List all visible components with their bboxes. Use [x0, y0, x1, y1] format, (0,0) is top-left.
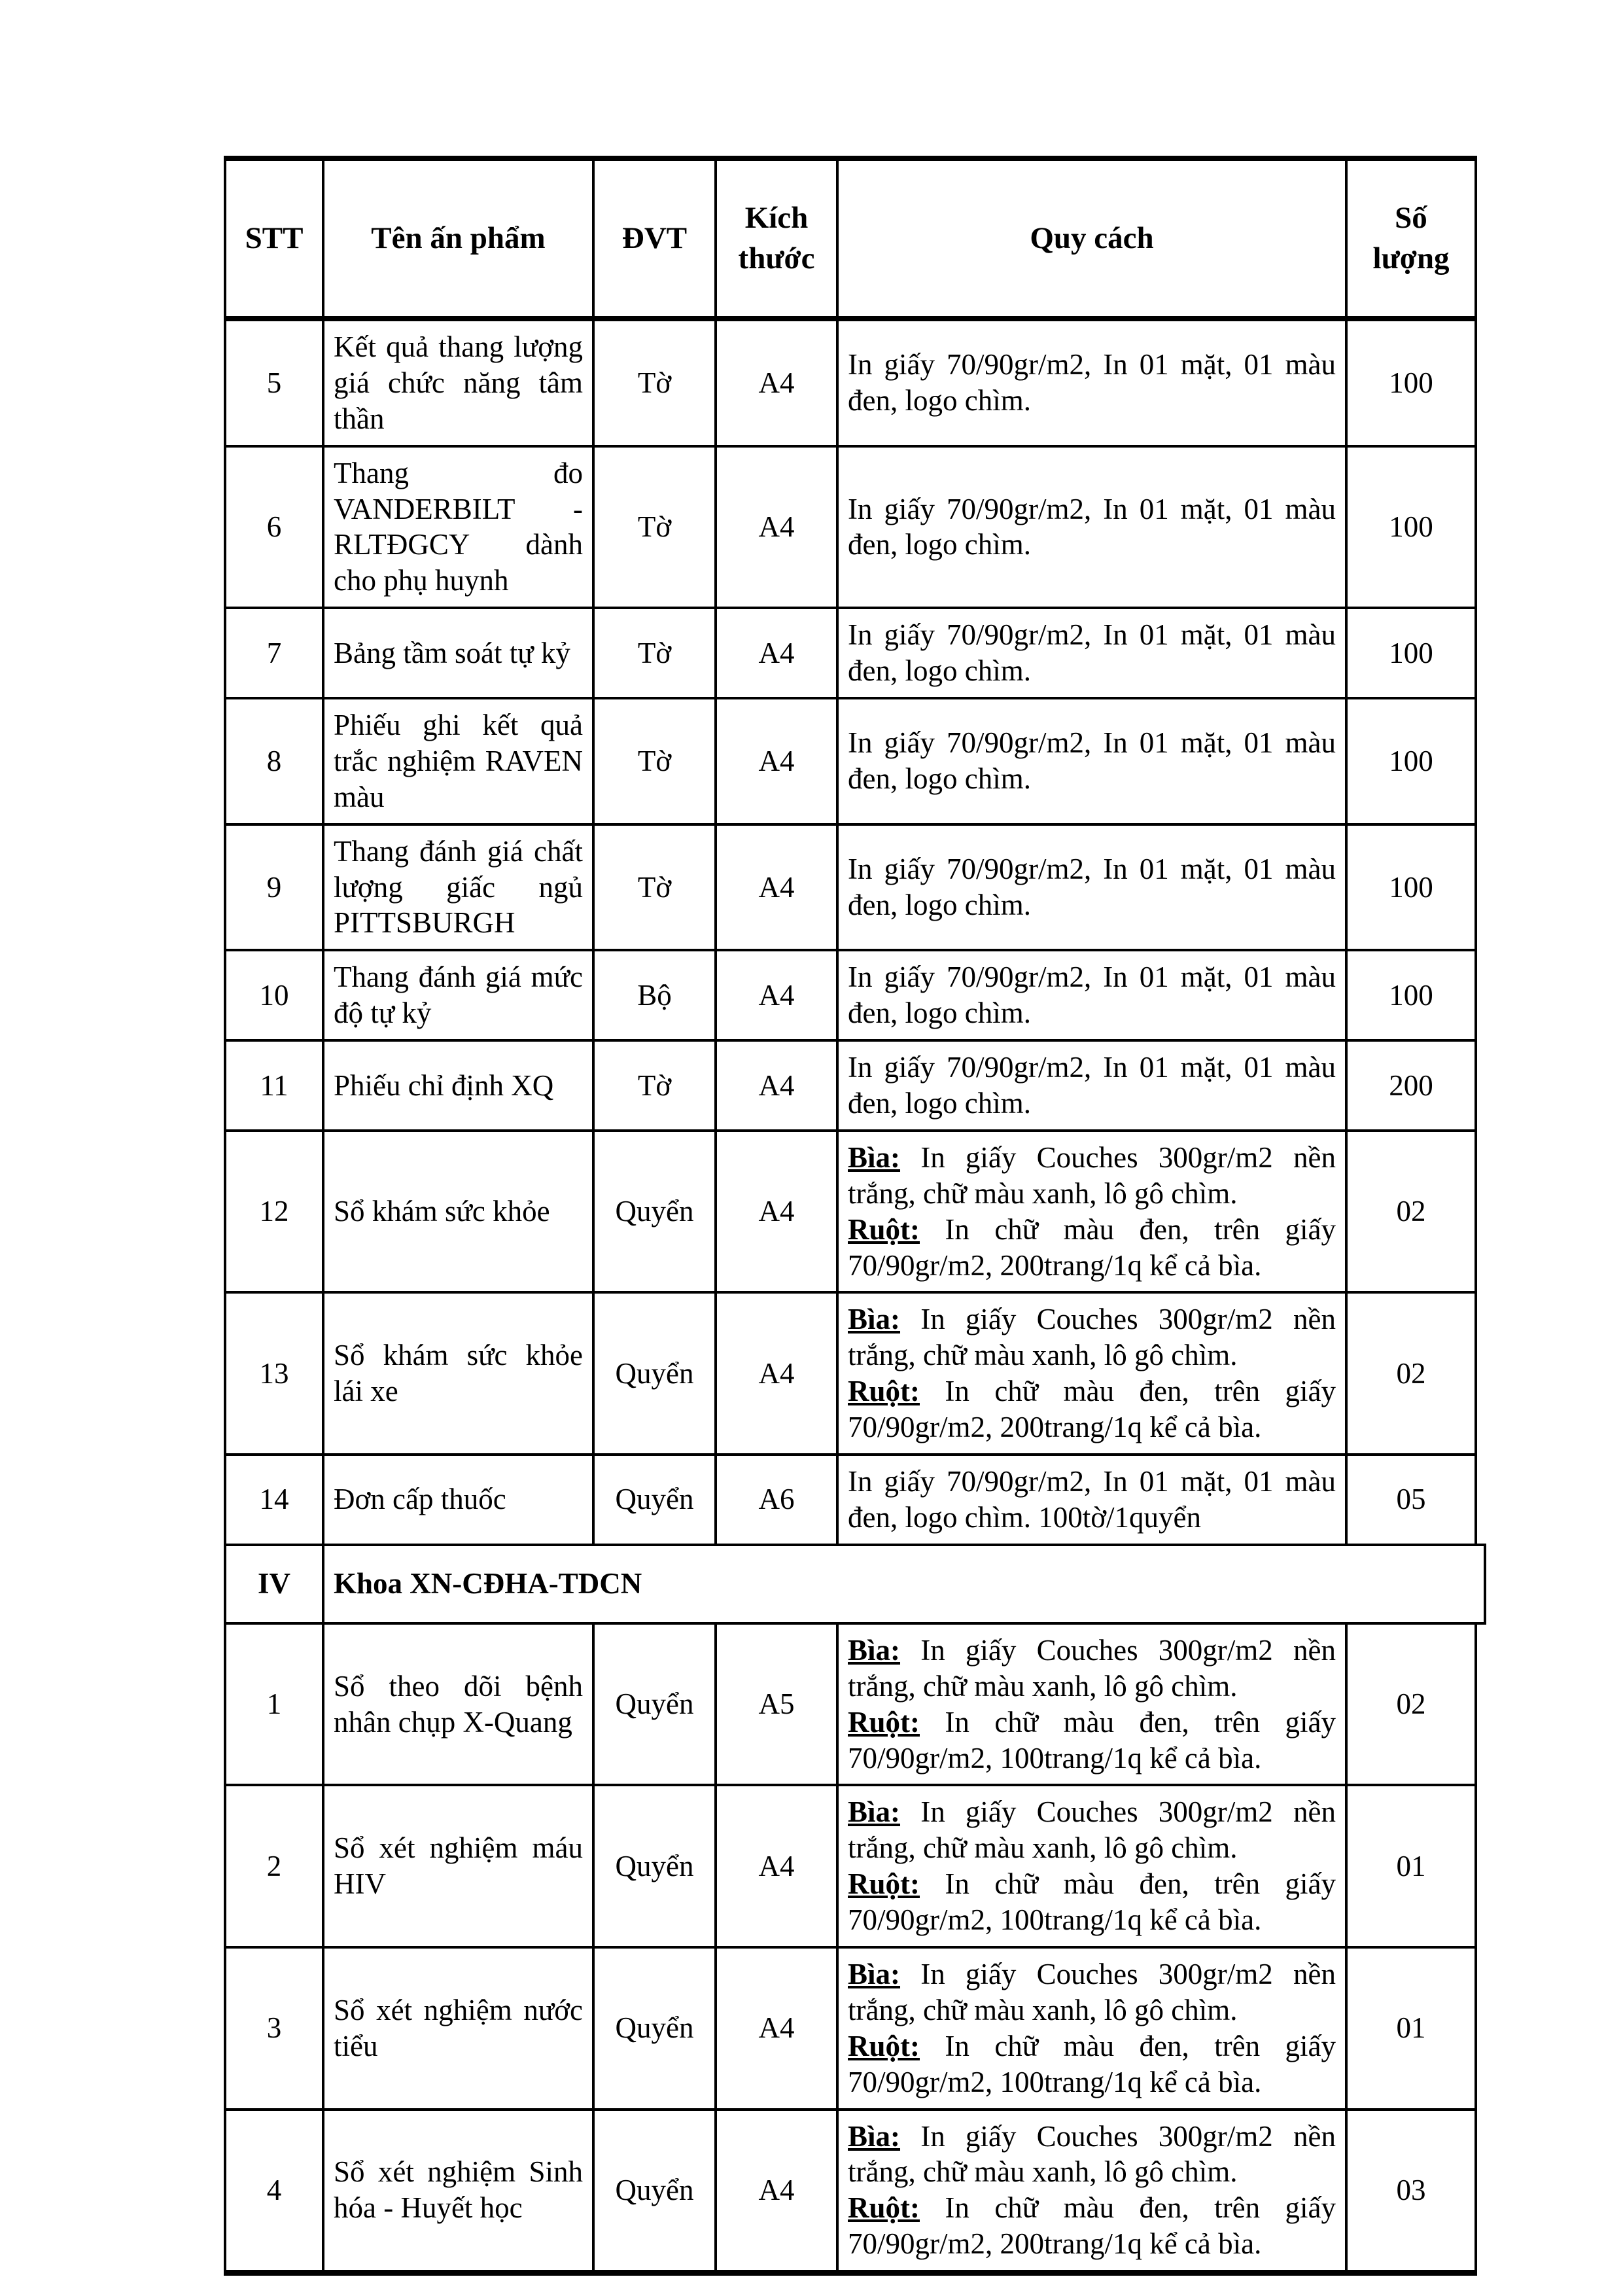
item-spec [837, 1455, 1346, 1545]
item-quantity: 100 [1346, 446, 1476, 609]
item-size: A6 [716, 1455, 837, 1545]
item-unit: Tờ [593, 319, 716, 446]
table-row [225, 1785, 1476, 1947]
spec-label: Bìa: [848, 1957, 901, 1990]
item-size: A4 [716, 1131, 837, 1293]
table-header [225, 158, 1476, 319]
spec-label: Bìa: [848, 1633, 901, 1667]
spec-label: Bìa: [848, 2119, 901, 2153]
spec-paragraph: Bìa: In giấy Couches 300gr/m2 nền trắng, chữ màu xanh, lô gô chìm. [848, 2119, 1336, 2189]
item-quantity: 02 [1346, 1623, 1476, 1786]
item-name: Thang đánh giá mức độ tự kỷ [323, 950, 593, 1040]
spec-paragraph: In giấy 70/90gr/m2, In 01 mặt, 01 màu đen, logo chìm. [848, 492, 1336, 561]
col-header-stt: STT [225, 158, 323, 319]
item-quantity: 05 [1346, 1455, 1476, 1545]
item-stt: 13 [225, 1292, 323, 1455]
spec-paragraph: Bìa: In giấy Couches 300gr/m2 nền trắng, chữ màu xanh, lô gô chìm. [848, 1795, 1336, 1865]
item-spec [837, 319, 1346, 446]
table-header-row [225, 158, 1476, 319]
item-name: Bảng tầm soát tự kỷ [323, 608, 593, 698]
item-size: A4 [716, 608, 837, 698]
spec-label: Ruột: [848, 2029, 920, 2062]
section-title: Khoa XN-CĐHA-TDCN [323, 1545, 1476, 1623]
table-row [225, 1040, 1476, 1131]
spec-paragraph: Ruột: In chữ màu đen, trên giấy 70/90gr/m2, 100trang/1q kể cả bìa. [848, 2029, 1336, 2098]
item-stt: 4 [225, 2110, 323, 2273]
item-name: Sổ khám sức khỏe [323, 1131, 593, 1293]
item-unit: Quyển [593, 1131, 716, 1293]
item-stt: 8 [225, 698, 323, 824]
item-quantity: 100 [1346, 319, 1476, 446]
item-quantity: 03 [1346, 2110, 1476, 2273]
item-spec [837, 1292, 1346, 1455]
spec-paragraph: In giấy 70/90gr/m2, In 01 mặt, 01 màu đen, logo chìm. [848, 348, 1336, 417]
item-name: Sổ khám sức khỏe lái xe [323, 1292, 593, 1455]
item-spec [837, 1623, 1346, 1786]
item-name: Sổ xét nghiệm nước tiểu [323, 1947, 593, 2110]
item-name: Thang đo VANDERBILT - RLTĐGCY dành cho phụ huynh [323, 446, 593, 609]
item-size: A4 [716, 950, 837, 1040]
item-stt: 1 [225, 1623, 323, 1786]
col-header-unit: ĐVT [593, 158, 716, 319]
section-number: IV [225, 1545, 323, 1623]
item-spec [837, 608, 1346, 698]
item-stt: 11 [225, 1040, 323, 1131]
spec-paragraph: In giấy 70/90gr/m2, In 01 mặt, 01 màu đen, logo chìm. [848, 726, 1336, 796]
item-unit: Quyển [593, 1623, 716, 1786]
item-name: Sổ xét nghiệm Sinh hóa - Huyết học [323, 2110, 593, 2273]
spec-paragraph: Bìa: In giấy Couches 300gr/m2 nền trắng, chữ màu xanh, lô gô chìm. [848, 1140, 1336, 1210]
spec-label: Bìa: [848, 1795, 901, 1829]
spec-paragraph: Bìa: In giấy Couches 300gr/m2 nền trắng, chữ màu xanh, lô gô chìm. [848, 1957, 1336, 2026]
item-stt: 10 [225, 950, 323, 1040]
item-size: A4 [716, 1947, 837, 2110]
col-header-spec: Quy cách [837, 158, 1346, 319]
item-unit: Tờ [593, 824, 716, 951]
item-unit: Tờ [593, 698, 716, 824]
print-order-table [224, 156, 1477, 2276]
item-spec [837, 950, 1346, 1040]
item-size: A4 [716, 1292, 837, 1455]
item-unit: Bộ [593, 950, 716, 1040]
item-stt: 12 [225, 1131, 323, 1293]
spec-label: Bìa: [848, 1140, 901, 1174]
table-row [225, 608, 1476, 698]
item-size: A4 [716, 319, 837, 446]
item-unit: Tờ [593, 1040, 716, 1131]
table-row [225, 1292, 1476, 1455]
item-quantity: 100 [1346, 698, 1476, 824]
item-spec [837, 698, 1346, 824]
item-size: A4 [716, 1785, 837, 1947]
item-spec [837, 824, 1346, 951]
item-quantity: 200 [1346, 1040, 1476, 1131]
table-row [225, 1947, 1476, 2110]
item-name: Thang đánh giá chất lượng giấc ngủ PITTSBURGH [323, 824, 593, 951]
item-name: Đơn cấp thuốc [323, 1455, 593, 1545]
spec-paragraph: In giấy 70/90gr/m2, In 01 mặt, 01 màu đen, logo chìm. [848, 618, 1336, 688]
spec-paragraph: In giấy 70/90gr/m2, In 01 mặt, 01 màu đen, logo chìm. 100tờ/1quyển [848, 1465, 1336, 1534]
table-row [225, 2110, 1476, 2273]
item-name: Phiếu chỉ định XQ [323, 1040, 593, 1131]
table-body [225, 319, 1476, 2273]
spec-label: Ruột: [848, 1705, 920, 1739]
spec-paragraph: Bìa: In giấy Couches 300gr/m2 nền trắng, chữ màu xanh, lô gô chìm. [848, 1303, 1336, 1372]
col-header-name: Tên ấn phẩm [323, 158, 593, 319]
item-size: A4 [716, 2110, 837, 2273]
item-unit: Quyển [593, 2110, 716, 2273]
spec-paragraph: In giấy 70/90gr/m2, In 01 mặt, 01 màu đen, logo chìm. [848, 961, 1336, 1030]
spec-label: Ruột: [848, 1212, 920, 1246]
item-unit: Quyển [593, 1785, 716, 1947]
item-spec [837, 1131, 1346, 1293]
col-header-size: Kích thước [716, 158, 837, 319]
item-spec [837, 1947, 1346, 2110]
item-size: A4 [716, 698, 837, 824]
item-name: Sổ theo dõi bệnh nhân chụp X-Quang [323, 1623, 593, 1786]
spec-paragraph: Ruột: In chữ màu đen, trên giấy 70/90gr/m2, 100trang/1q kể cả bìa. [848, 1867, 1336, 1937]
item-stt: 2 [225, 1785, 323, 1947]
item-name: Kết quả thang lượng giá chức năng tâm thần [323, 319, 593, 446]
item-unit: Quyển [593, 1292, 716, 1455]
table-row [225, 319, 1476, 446]
spec-paragraph: In giấy 70/90gr/m2, In 01 mặt, 01 màu đen, logo chìm. [848, 853, 1336, 922]
spec-paragraph: Ruột: In chữ màu đen, trên giấy 70/90gr/m2, 200trang/1q kể cả bìa. [848, 1375, 1336, 1444]
table-row [225, 950, 1476, 1040]
spec-paragraph: Ruột: In chữ màu đen, trên giấy 70/90gr/m2, 200trang/1q kể cả bìa. [848, 2191, 1336, 2261]
item-size: A4 [716, 824, 837, 951]
spec-paragraph: Ruột: In chữ màu đen, trên giấy 70/90gr/m2, 100trang/1q kể cả bìa. [848, 1705, 1336, 1775]
table-row [225, 698, 1476, 824]
section-row [225, 1545, 1476, 1623]
item-name: Phiếu ghi kết quả trắc nghiệm RAVEN màu [323, 698, 593, 824]
item-stt: 9 [225, 824, 323, 951]
item-stt: 5 [225, 319, 323, 446]
item-quantity: 100 [1346, 824, 1476, 951]
table-row [225, 1623, 1476, 1786]
spec-paragraph: Bìa: In giấy Couches 300gr/m2 nền trắng, chữ màu xanh, lô gô chìm. [848, 1633, 1336, 1703]
item-stt: 3 [225, 1947, 323, 2110]
item-unit: Quyển [593, 1455, 716, 1545]
item-unit: Quyển [593, 1947, 716, 2110]
item-unit: Tờ [593, 446, 716, 609]
item-quantity: 02 [1346, 1131, 1476, 1293]
spec-label: Ruột: [848, 2191, 920, 2225]
spec-paragraph: Ruột: In chữ màu đen, trên giấy 70/90gr/m2, 200trang/1q kể cả bìa. [848, 1212, 1336, 1282]
item-size: A4 [716, 1040, 837, 1131]
item-spec [837, 1040, 1346, 1131]
table-row [225, 1131, 1476, 1293]
item-unit: Tờ [593, 608, 716, 698]
item-stt: 6 [225, 446, 323, 609]
item-spec [837, 1785, 1346, 1947]
item-quantity: 100 [1346, 608, 1476, 698]
table-row [225, 446, 1476, 609]
item-quantity: 02 [1346, 1292, 1476, 1455]
spec-label: Bìa: [848, 1303, 901, 1336]
item-size: A4 [716, 446, 837, 609]
item-stt: 14 [225, 1455, 323, 1545]
col-header-qty: Số lượng [1346, 158, 1476, 319]
item-quantity: 01 [1346, 1947, 1476, 2110]
spec-paragraph: In giấy 70/90gr/m2, In 01 mặt, 01 màu đen, logo chìm. [848, 1051, 1336, 1120]
spec-label: Ruột: [848, 1375, 920, 1408]
item-quantity: 100 [1346, 950, 1476, 1040]
item-stt: 7 [225, 608, 323, 698]
item-spec [837, 2110, 1346, 2273]
table-row [225, 1455, 1476, 1545]
item-quantity: 01 [1346, 1785, 1476, 1947]
item-spec [837, 446, 1346, 609]
spec-label: Ruột: [848, 1867, 920, 1901]
item-size: A5 [716, 1623, 837, 1786]
table-row [225, 824, 1476, 951]
item-name: Sổ xét nghiệm máu HIV [323, 1785, 593, 1947]
